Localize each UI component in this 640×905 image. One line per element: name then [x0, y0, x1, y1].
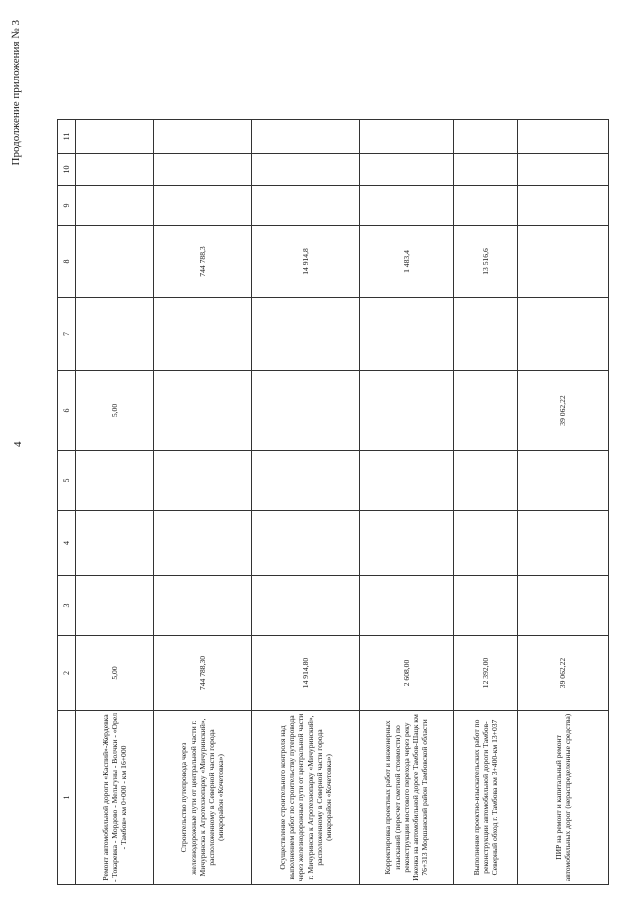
value-cell: [518, 186, 609, 226]
table-row: [360, 120, 454, 885]
value-cell: [454, 154, 518, 186]
column-number: 9: [58, 186, 76, 226]
value-cell: [76, 226, 154, 298]
value-cell: [518, 511, 609, 576]
column-number: 8: [58, 226, 76, 298]
table-header-row: [58, 120, 76, 885]
appendix-table: [57, 119, 609, 885]
value-cell: [154, 576, 252, 636]
value-cell: [154, 451, 252, 511]
value-cell: [454, 371, 518, 451]
value-cell: 5,00: [76, 636, 154, 711]
value-cell: 13 516,6: [454, 226, 518, 298]
value-cell: [76, 451, 154, 511]
column-number: 10: [58, 154, 76, 186]
value-cell: [360, 120, 454, 154]
value-cell: [360, 154, 454, 186]
value-cell: [76, 154, 154, 186]
value-cell: [76, 120, 154, 154]
value-cell: [360, 298, 454, 371]
value-cell: [252, 186, 360, 226]
value-cell: [518, 451, 609, 511]
value-cell: [454, 511, 518, 576]
value-cell: [454, 186, 518, 226]
table-row: [252, 120, 360, 885]
value-cell: [154, 298, 252, 371]
row-description: Строительство путепровода через железнодорожные пути от центральной части г. Мичуринска к Агротехнопарку «Мичуринский», расположенному в Северной части города (микрорайон «Кочетовка»): [154, 711, 252, 885]
column-number: 5: [58, 451, 76, 511]
value-cell: [454, 451, 518, 511]
value-cell: 1 483,4: [360, 226, 454, 298]
value-cell: 39 062,22: [518, 371, 609, 451]
row-description: Ремонт автомобильной дороги «Каспий»-Жердевка - Токаревка - Мордово - Мельгуны - Волчки - «Орел - Тамбов» км 0+000 - км 16+000: [76, 711, 154, 885]
appendix-continuation-label: Продолжение приложения № 3: [10, 20, 22, 166]
value-cell: 14 914,8: [252, 226, 360, 298]
value-cell: [360, 511, 454, 576]
value-cell: 14 914,80: [252, 636, 360, 711]
value-cell: [518, 576, 609, 636]
value-cell: [76, 576, 154, 636]
column-number: 2: [58, 636, 76, 711]
column-number: 6: [58, 371, 76, 451]
value-cell: [360, 451, 454, 511]
value-cell: [518, 298, 609, 371]
page-number: 4: [12, 441, 24, 447]
table-row: [154, 120, 252, 885]
column-number: 1: [58, 711, 76, 885]
column-number: 4: [58, 511, 76, 576]
column-number: 11: [58, 120, 76, 154]
column-number: 7: [58, 298, 76, 371]
value-cell: [454, 120, 518, 154]
value-cell: [454, 298, 518, 371]
row-description: ПИР на ремонт и капитальный ремонт автомобильных дорог (нераспределенные средства): [518, 711, 609, 885]
value-cell: [360, 186, 454, 226]
value-cell: 39 062,22: [518, 636, 609, 711]
column-number: 3: [58, 576, 76, 636]
value-cell: 744 788,3: [154, 226, 252, 298]
value-cell: 5,00: [76, 371, 154, 451]
value-cell: [154, 371, 252, 451]
value-cell: [154, 120, 252, 154]
value-cell: [360, 576, 454, 636]
value-cell: [252, 511, 360, 576]
value-cell: 12 392,00: [454, 636, 518, 711]
value-cell: [154, 186, 252, 226]
value-cell: 2 608,00: [360, 636, 454, 711]
value-cell: [76, 186, 154, 226]
table-row: [76, 120, 154, 885]
value-cell: [518, 120, 609, 154]
value-cell: [76, 298, 154, 371]
table-row: [518, 120, 609, 885]
value-cell: [454, 576, 518, 636]
value-cell: [154, 511, 252, 576]
value-cell: [360, 371, 454, 451]
value-cell: [252, 371, 360, 451]
value-cell: [252, 154, 360, 186]
row-description: Осуществление строительного контроля над выполнением работ по строительству путепровода через железнодорожные пути от центральной части г. Мичуринска к Агротехнопарку «Мичуринский», расположенному в Северной части города (микрорайон «Кочетовка»): [252, 711, 360, 885]
value-cell: [76, 511, 154, 576]
table-row: [454, 120, 518, 885]
value-cell: [252, 451, 360, 511]
value-cell: [154, 154, 252, 186]
value-cell: [518, 226, 609, 298]
row-description: Выполнение проектно-изыскательских работ по реконструкции автомобильной дороги Тамбов-Северный обход г. Тамбова км 3+400-км 13+037: [454, 711, 518, 885]
value-cell: 744 788,30: [154, 636, 252, 711]
value-cell: [252, 576, 360, 636]
row-description: Корректировка проектных работ и инженерных изысканий (пересчет сметной стоимости) по реконструкции мостового перехода через реку Иженка на автомобильной дороге Тамбов-Шацк км 76+313 Моршанский район Тамбовской области: [360, 711, 454, 885]
value-cell: [252, 298, 360, 371]
value-cell: [252, 120, 360, 154]
value-cell: [518, 154, 609, 186]
